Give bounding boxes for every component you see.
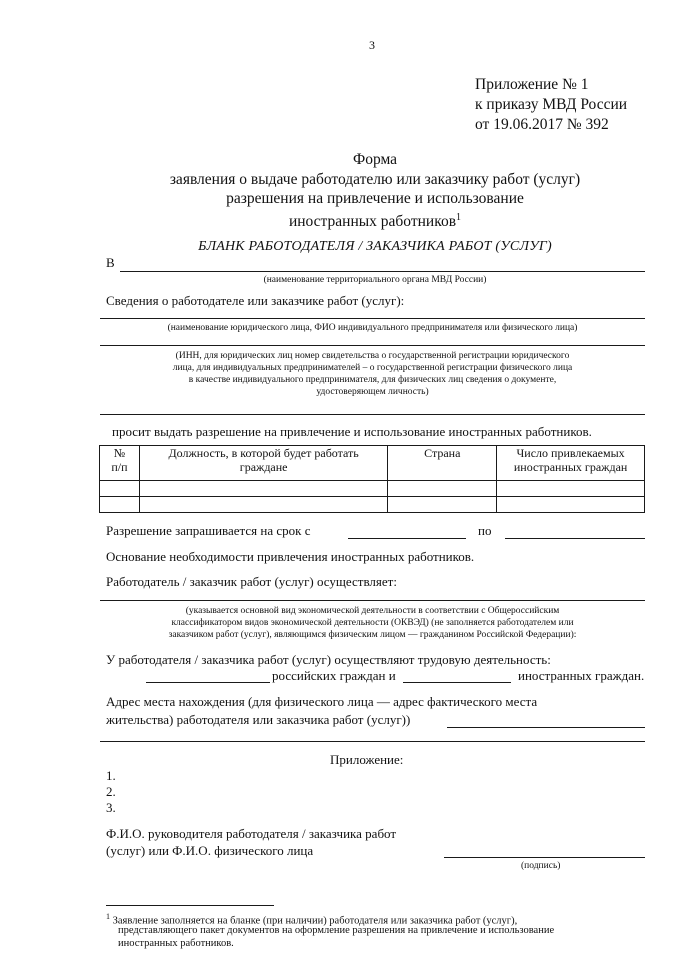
footnote-text-1: Заявление заполняется на бланке (при наличии) работодателя или заказчика работ (услуг), [112,915,518,927]
table-row [100,497,645,513]
form-title-line-1: Форма [352,151,398,168]
inn-hint-line-2: лица, для индивидуальных предпринимателей – о государственной регистрации физического лица [172,363,573,373]
employer-name-line[interactable] [100,318,645,319]
request-text: просит выдать разрешение на привлечение и использование иностранных работников. [112,424,592,439]
page-number: 3 [369,38,375,52]
blank-header: БЛАНК РАБОТОДАТЕЛЯ / ЗАКАЗЧИКА РАБОТ (УСЛУГ) [198,239,552,254]
form-title-line-3: разрешения на привлечение и использование [226,190,524,207]
footnote-mark-bottom: 1 [106,912,110,921]
table-row [100,481,645,497]
attachment-item: 1. [106,768,116,783]
footnote-line-2: представляющего пакет документов на оформление разрешения на привлечение и использование [118,925,555,936]
header-count [497,446,645,481]
appendix-line-1: Приложение № 1 [475,76,589,93]
form-title-text: иностранных работников [288,213,457,231]
signature-field[interactable] [444,857,645,858]
attachments-title: Приложение: [330,752,404,767]
activity-label: Работодатель / заказчик работ (услуг) осуществляет: [106,574,397,589]
signature-hint: (подпись) [521,861,561,871]
to-field-line[interactable] [120,271,645,272]
appendix-line-2: к приказу МВД России [475,96,628,113]
permit-to-field[interactable] [505,538,645,539]
foreign-count-field[interactable] [403,682,511,683]
header-position [139,446,387,481]
russian-label: российских граждан и [272,668,396,683]
employer-info-label: Сведения о работодателе или заказчике работ (услуг): [106,293,405,308]
workforce-label: У работодателя / заказчика работ (услуг) осуществляют трудовую деятельность: [106,652,551,667]
header-position-line-2: граждане [239,460,288,474]
signature-line-1: Ф.И.О. руководителя работодателя / заказчика работ [106,826,397,841]
table-cell[interactable] [100,497,140,513]
form-title-line-2: заявления о выдаче работодателю или заказчику работ (услуг) [169,171,581,188]
address-field-2[interactable] [100,741,645,742]
footnote-line-3: иностранных работников. [118,938,234,949]
header-country: Страна [388,446,497,481]
table-cell[interactable] [139,481,387,497]
inn-hint-line-1: (ИНН, для юридических лиц номер свидетельства о государственной регистрации юридического [175,351,570,361]
okved-hint-line-3: заказчиком работ (услуг), являющимся физическим лицом — гражданином Российской Федерации): [168,630,577,640]
header-number-line-2: п/п [111,460,128,474]
activity-field[interactable] [100,600,645,601]
address-field-1[interactable] [447,727,645,728]
table-cell[interactable] [497,481,645,497]
russian-count-field[interactable] [146,682,270,683]
header-count-line-2: иностранных граждан [513,460,628,474]
table-cell[interactable] [100,481,140,497]
table-header-row [100,446,645,481]
workers-table [99,445,645,513]
foreign-label: иностранных граждан. [518,668,645,683]
header-count-line-1: Число привлекаемых [516,446,625,460]
signature-line-2: (услуг) или Ф.И.О. физического лица [106,843,314,858]
attachment-item: 2. [106,784,116,799]
okved-hint-line-2: классификатором видов экономической деятельности (ОКВЭД) (не заполняется работодателем или [171,618,574,628]
table-cell[interactable] [388,497,497,513]
okved-hint-line-1: (указывается основной вид экономической деятельности в соответствии с Общероссийским [185,606,560,616]
permit-from-field[interactable] [348,538,466,539]
necessity-label: Основание необходимости привлечения иностранных работников. [106,549,475,564]
address-line-2: жительства) работодателя или заказчика работ (услуг)) [106,712,411,727]
header-number-line-1: № [113,446,126,460]
header-number [100,446,140,481]
table-cell[interactable] [497,497,645,513]
permit-term-label: Разрешение запрашивается на срок с [106,523,311,538]
form-title-line-4 [100,208,650,231]
attachment-item: 3. [106,800,116,815]
extra-info-line[interactable] [100,414,645,415]
permit-to-label: по [478,523,492,538]
footnote-divider [106,905,274,906]
address-line-1: Адрес места нахождения (для физического лица — адрес фактического места [106,694,538,709]
appendix-line-3: от 19.06.2017 № 392 [475,116,609,133]
inn-hint-line-4: удостоверяющем личность) [316,387,429,397]
to-hint: (наименование территориального органа МВД России) [263,275,487,285]
employer-name-hint: (наименование юридического лица, ФИО индивидуального предпринимателя или физического лица) [167,323,578,333]
header-position-line-1: Должность, в которой будет работать [168,446,359,460]
inn-hint-line-3: в качестве индивидуального предпринимателя, для физических лиц сведения о документе, [188,375,557,385]
inn-line[interactable] [100,345,645,346]
table-cell[interactable] [139,497,387,513]
to-prefix: В [106,255,115,270]
table-cell[interactable] [388,481,497,497]
footnote-mark: 1 [456,212,462,223]
